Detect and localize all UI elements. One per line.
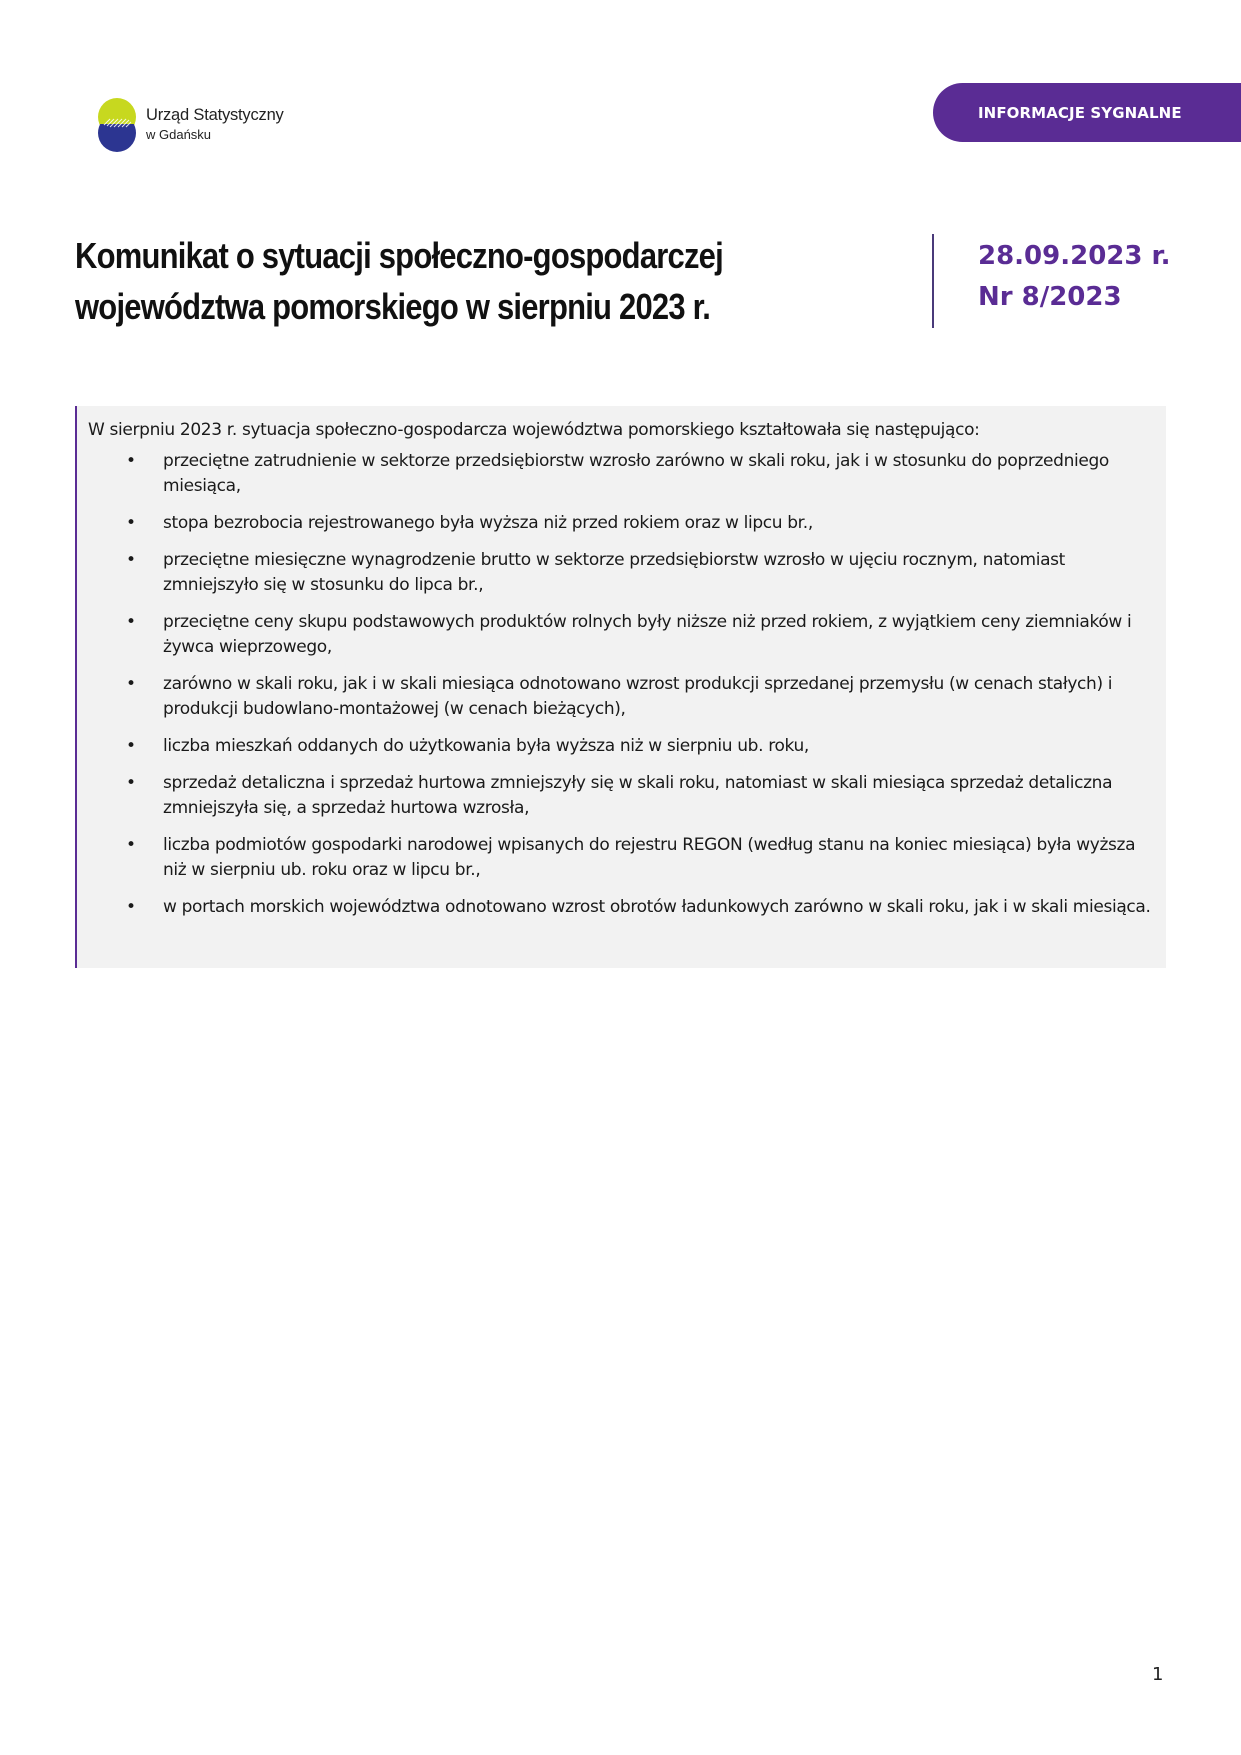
list-item xyxy=(88,833,1152,883)
release-date: 28.09.2023 r. xyxy=(978,241,1171,271)
summary-intro: W sierpniu 2023 r. sytuacja społeczno-gospodarcza województwa pomorskiego kształtowała się następująco: xyxy=(88,420,980,440)
logo-name: Urząd Statystyczny xyxy=(146,106,284,124)
list-item xyxy=(88,548,1152,598)
bullet-icon: • xyxy=(126,773,136,793)
list-item xyxy=(88,771,1152,821)
list-item-text: sprzedaż detaliczna i sprzedaż hurtowa zmniejszyły się w skali roku, natomiast w skali miesiąca sprzedaż detaliczna zmniejszyła się, a sprzedaż hurtowa wzrosła, xyxy=(163,773,1113,818)
title-divider xyxy=(932,234,934,328)
summary-box xyxy=(75,406,1166,968)
summary-list xyxy=(88,449,1152,920)
list-item-text: przeciętne miesięczne wynagrodzenie brutto w sektorze przedsiębiorstw wzrosło w ujęciu rocznym, natomiast zmniejszyło się w stosunku do lipca br., xyxy=(163,550,1065,595)
list-item xyxy=(88,672,1152,722)
list-item-text: w portach morskich województwa odnotowano wzrost obrotów ładunkowych zarówno w skali roku, jak i w skali miesiąca. xyxy=(163,897,1151,917)
list-item-text: przeciętne zatrudnienie w sektorze przedsiębiorstw wzrosło zarówno w skali roku, jak i w stosunku do poprzedniego miesiąca, xyxy=(163,451,1109,496)
logo xyxy=(96,93,296,157)
bullet-icon: • xyxy=(126,736,136,756)
bullet-icon: • xyxy=(126,612,136,632)
release-number: Nr 8/2023 xyxy=(978,282,1122,312)
page-title-line: Komunikat o sytuacji społeczno-gospodarczej xyxy=(75,235,723,276)
list-item-text: liczba podmiotów gospodarki narodowej wpisanych do rejestru REGON (według stanu na koniec miesiąca) była wyższa niż w sierpniu ub. roku oraz w lipcu br., xyxy=(163,835,1136,880)
list-item xyxy=(88,610,1152,660)
bullet-icon: • xyxy=(126,513,136,533)
logo-circle-icon xyxy=(96,95,138,155)
bullet-icon: • xyxy=(126,550,136,570)
logo-subname: w Gdańsku xyxy=(146,127,212,142)
list-item xyxy=(88,895,1152,920)
list-item xyxy=(88,449,1152,499)
page-number: 1 xyxy=(1152,1664,1164,1685)
bullet-icon: • xyxy=(126,835,136,855)
page-title xyxy=(75,230,797,332)
bullet-icon: • xyxy=(126,674,136,694)
list-item-text: liczba mieszkań oddanych do użytkowania była wyższa niż w sierpniu ub. roku, xyxy=(163,736,809,756)
list-item-text: przeciętne ceny skupu podstawowych produktów rolnych były niższe niż przed rokiem, z wyjątkiem ceny ziemniaków i żywca wieprzowego, xyxy=(163,612,1132,657)
list-item-text: zarówno w skali roku, jak i w skali miesiąca odnotowano wzrost produkcji sprzedanej przemysłu (w cenach stałych) i produkcji budowlano-montażowej (w cenach bieżących), xyxy=(163,674,1113,719)
category-badge: INFORMACJE SYGNALNE xyxy=(933,83,1241,142)
page-title-line: województwa pomorskiego w sierpniu 2023 r. xyxy=(75,286,711,327)
bullet-icon: • xyxy=(126,897,136,917)
list-item-text: stopa bezrobocia rejestrowanego była wyższa niż przed rokiem oraz w lipcu br., xyxy=(163,513,813,533)
list-item xyxy=(88,734,1152,759)
bullet-icon: • xyxy=(126,451,136,471)
list-item xyxy=(88,511,1152,536)
release-meta xyxy=(978,236,1171,318)
